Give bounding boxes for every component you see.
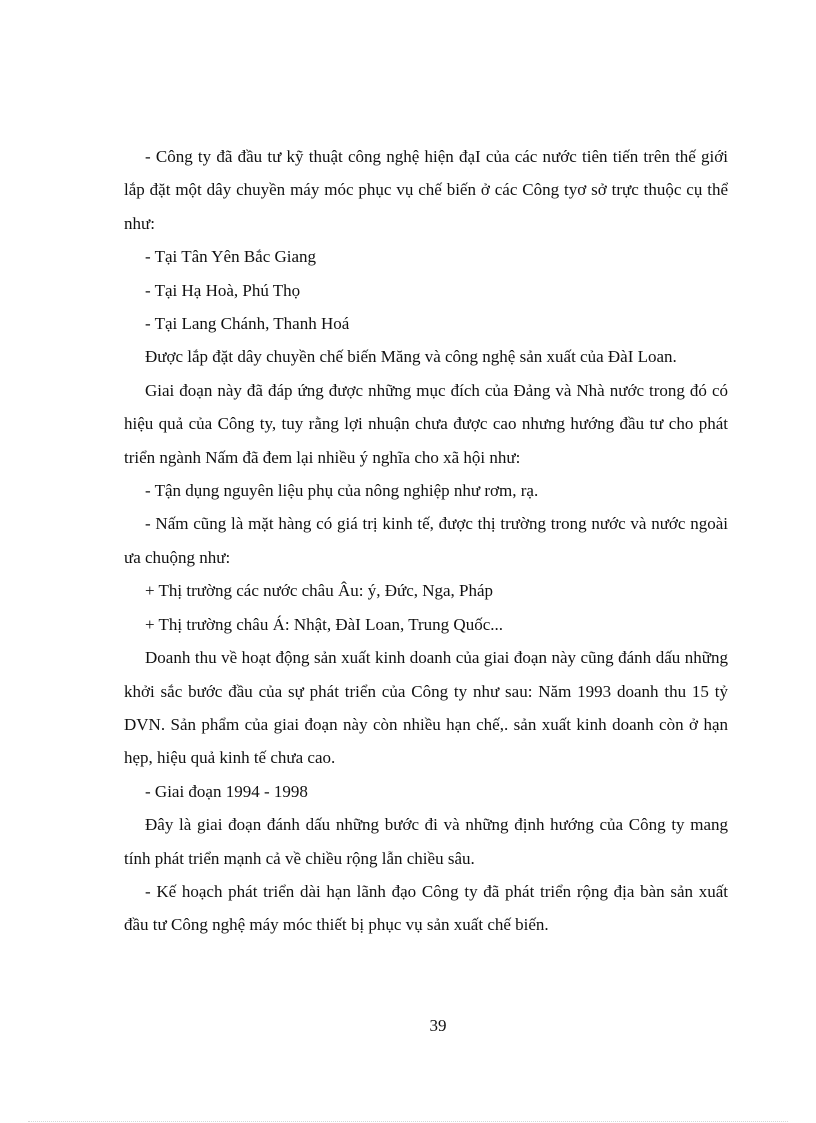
bullet-tan-yen: - Tại Tân Yên Bắc Giang xyxy=(145,247,317,267)
page-body xyxy=(124,140,728,942)
bullet-period-1994-1998: - Giai đoạn 1994 - 1998 xyxy=(145,781,308,801)
bullet-asia-market: + Thị trường châu Á: Nhật, ĐàI Loan, Trung Quốc... xyxy=(145,614,503,634)
paragraph-3: Giai đoạn này đã đáp ứng được những mục đích của Đảng và Nhà nước trong đó có hiệu quả của Công ty, tuy rằng lợi nhuận chưa được cao nhưng hướng đầu tư cho phát triển ngành Nấm đã đem lại nhiều ý nghĩa cho xã hội như: xyxy=(124,380,728,467)
bullet-europe-market: + Thị trường các nước châu Âu: ý, Đức, Nga, Pháp xyxy=(145,581,494,601)
paragraph-4: Doanh thu về hoạt động sản xuất kinh doanh của giai đoạn này cũng đánh dấu những khởi sắc bước đầu của sự phát triển của Công ty như sau: Năm 1993 doanh thu 15 tỷ DVN. Sản phẩm của giai đoạn này còn nhiều hạn chế,. sản xuất kinh doanh còn ở hạn hẹp, hiệu quả kinh tế chưa cao. xyxy=(124,648,728,768)
bullet-ha-hoa: - Tại Hạ Hoà, Phú Thọ xyxy=(145,280,301,300)
page-number: 39 xyxy=(429,1016,447,1035)
paragraph-2: Được lắp đặt dây chuyền chế biến Măng và công nghệ sản xuất của ĐàI Loan. xyxy=(145,347,677,367)
paragraph-5: Đây là giai đoạn đánh dấu những bước đi và những định hướng của Công ty mang tính phát triển mạnh cả về chiều rộng lẫn chiều sâu. xyxy=(124,815,728,868)
bullet-raw-materials: - Tận dụng nguyên liệu phụ của nông nghiệp như rơm, rạ. xyxy=(145,481,539,501)
paragraph-1: - Công ty đã đầu tư kỹ thuật công nghệ hiện đạI của các nước tiên tiến trên thế giới lắp đặt một dây chuyền máy móc phục vụ chế biến ở các Công tyơ sở trực thuộc cụ thể như: xyxy=(124,147,728,233)
bullet-mushroom-value: - Nấm cũng là mặt hàng có giá trị kinh tế, được thị trường trong nước và nước ngoài ưa chuộng như: xyxy=(124,514,728,567)
bullet-lang-chanh: - Tại Lang Chánh, Thanh Hoá xyxy=(145,314,350,334)
footer-divider xyxy=(28,1121,788,1122)
paragraph-6: - Kế hoạch phát triển dài hạn lãnh đạo Công ty đã phát triển rộng địa bàn sản xuất đầu tư Công nghệ máy móc thiết bị phục vụ sản xuất chế biến. xyxy=(124,881,728,935)
